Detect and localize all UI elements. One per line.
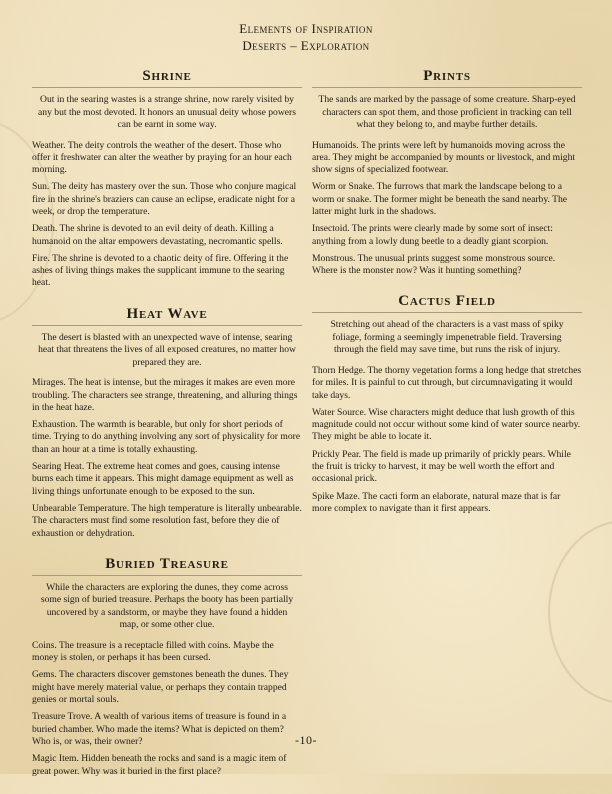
entry-text: The field is made up primarily of prickly pears. While the fruit is tricky to harvest, it may be well worth the effort and occasional prick. bbox=[312, 448, 571, 485]
book-title: Elements of Inspiration bbox=[239, 21, 373, 36]
entry-label: Unbearable Temperature. bbox=[32, 502, 130, 514]
entry-label: Spike Maze. bbox=[312, 490, 360, 502]
entry bbox=[312, 253, 582, 278]
section-title: Shrine bbox=[32, 68, 302, 88]
entry-text: The deity has mastery over the sun. Those who conjure magical fire in the shrine's braziers can cause an eclipse, eradicate night for a week, or drop the temperature. bbox=[32, 181, 297, 217]
entry-text: The shrine is devoted to a chaotic deity of fire. Offering it the ashes of living things makes the supplicant immune to the searing heat. bbox=[32, 252, 289, 289]
entry-label: Gems. bbox=[32, 669, 57, 681]
right-column bbox=[312, 68, 582, 531]
entry-text: The treasure is a receptacle filled with coins. Maybe the money is stolen, or perhaps it has been cursed. bbox=[32, 639, 274, 664]
entry-text: The cacti form an elaborate, natural maze that is far more complex to navigate than it first appears. bbox=[312, 490, 561, 514]
entry bbox=[32, 181, 302, 218]
entry bbox=[312, 140, 582, 177]
entry-text: The heat is intense, but the mirages it makes are even more troubling. The characters see strange, threatening, and alluring things in the heat haze. bbox=[32, 377, 298, 413]
entry-label: Fire. bbox=[32, 252, 50, 264]
entry-text: The deity controls the weather of the desert. Those who offer it freshwater can alter the weather by praying for an hour each morning. bbox=[32, 139, 292, 176]
page-header bbox=[0, 20, 612, 54]
entry-label: Prickly Pear. bbox=[312, 448, 362, 460]
entry-text: The extreme heat comes and goes, causing intense burns each time it appears. This might damage equipment as well as living things unfortunate enough to be exposed to the sun. bbox=[32, 461, 294, 497]
entry bbox=[32, 223, 302, 248]
entry bbox=[32, 377, 302, 414]
entry bbox=[312, 407, 582, 444]
page-number: -10- bbox=[295, 733, 317, 747]
entry bbox=[32, 503, 302, 540]
entry-text: The unusual prints suggest some monstrous source. Where is the monster now? Was it hunting something? bbox=[312, 252, 556, 277]
section-intro: Stretching out ahead of the characters is a vast mass of spiky foliage, forming a seemingly impenetrable field. Traversing through the field may save time, but runs the risk of injury. bbox=[330, 319, 564, 356]
entry-text: The furrows that mark the landscape belong to a worm or snake. The former might be beneath the sand nearby. The latter might lurk in the shadows. bbox=[312, 181, 568, 217]
section-intro: While the characters are exploring the dunes, they come across some sign of buried treasure. Perhaps the booty has been partially uncovered by a sandstorm, or maybe they have found a hidden map, or some other clue. bbox=[40, 581, 294, 631]
entry-text: The thorny vegetation forms a long hedge that stretches for miles. It is painful to cut through, but circumnavigating it would take days. bbox=[312, 364, 582, 401]
entry bbox=[32, 640, 302, 665]
entry bbox=[312, 181, 582, 218]
entry-label: Searing Heat. bbox=[32, 461, 85, 473]
entry-label: Monstrous. bbox=[312, 252, 356, 264]
entry-text: A wealth of various items of treasure is found in a buried chamber. Who made the items? What is depicted on them? Who is, or was, their owner? bbox=[32, 711, 287, 747]
entry-text: The high temperature is literally unbearable. The characters must find some resolution fast, before they die of exhaustion or dehydration. bbox=[32, 502, 302, 539]
entry-label: Worm or Snake. bbox=[312, 181, 375, 193]
entry bbox=[312, 365, 582, 402]
section-cactus-field bbox=[312, 293, 582, 515]
entry-label: Humanoids. bbox=[312, 139, 359, 151]
entry bbox=[32, 753, 302, 778]
section-intro: The sands are marked by the passage of some creature. Sharp-eyed characters can spot them, and those proficient in tracking can tell what they belong to, and maybe further details. bbox=[318, 94, 576, 130]
entry-label: Death. bbox=[32, 223, 58, 235]
entry-text: Hidden beneath the rocks and sand is a magic item of great power. Why was it buried in the first place? bbox=[32, 753, 287, 777]
entry-text: The warmth is bearable, but only for short periods of time. Trying to do anything involving any sort of physicality for more than an hour at a time is totally exhausting. bbox=[32, 419, 301, 455]
entry bbox=[312, 223, 582, 248]
entry-label: Insectoid. bbox=[312, 223, 350, 235]
entry-label: Water Source. bbox=[312, 406, 367, 418]
entry-text: The characters discover gemstones beneath the dunes. They might have merely material value, or perhaps they contain trapped genies or mortal souls. bbox=[32, 669, 289, 706]
chapter-title: Deserts – Exploration bbox=[242, 38, 370, 53]
section-heat-wave bbox=[32, 306, 302, 540]
section-title: Buried Treasure bbox=[32, 556, 302, 576]
entry-text: The prints were clearly made by some sort of insect: anything from a lowly dung beetle to a deadly giant scorpion. bbox=[312, 223, 553, 247]
entry-label: Thorn Hedge. bbox=[312, 364, 366, 376]
entry bbox=[32, 253, 302, 290]
entry-label: Exhaustion. bbox=[32, 419, 78, 431]
entry-label: Sun. bbox=[32, 181, 50, 193]
decorative-flourish bbox=[548, 520, 612, 704]
entry-label: Coins. bbox=[32, 639, 57, 651]
entry-text: The prints were left by humanoids moving across the area. They might be accompanied by mounts or livestock, and might show signs of specialized footwear. bbox=[312, 139, 576, 176]
entry-label: Treasure Trove. bbox=[32, 711, 93, 723]
entry bbox=[32, 461, 302, 498]
entry-label: Magic Item. bbox=[32, 753, 79, 765]
section-title: Heat Wave bbox=[32, 306, 302, 326]
section-shrine bbox=[32, 68, 302, 290]
entry bbox=[32, 669, 302, 706]
section-intro: The desert is blasted with an unexpected wave of intense, searing heat that threatens the lives of all exposed creatures, no matter how prepared they are. bbox=[38, 331, 296, 368]
section-intro: Out in the searing wastes is a strange shrine, now rarely visited by any but the most devoted. It honors an unusual deity whose powers can be earnt in some way. bbox=[38, 94, 296, 130]
entry bbox=[32, 419, 302, 456]
entry bbox=[312, 449, 582, 486]
entry-text: The shrine is devoted to an evil deity of death. Killing a humanoid on the altar empowers devastating, necromantic spells. bbox=[32, 223, 283, 247]
entry bbox=[312, 491, 582, 516]
section-prints bbox=[312, 68, 582, 277]
section-title: Cactus Field bbox=[312, 293, 582, 313]
section-title: Prints bbox=[312, 68, 582, 88]
entry-label: Weather. bbox=[32, 139, 66, 151]
entry-text: Wise characters might deduce that lush growth of this magnitude could not occur without some kind of water source nearby. They might be able to locate it. bbox=[312, 406, 581, 443]
entry-label: Mirages. bbox=[32, 377, 66, 389]
left-column bbox=[32, 68, 302, 794]
entry bbox=[32, 140, 302, 177]
